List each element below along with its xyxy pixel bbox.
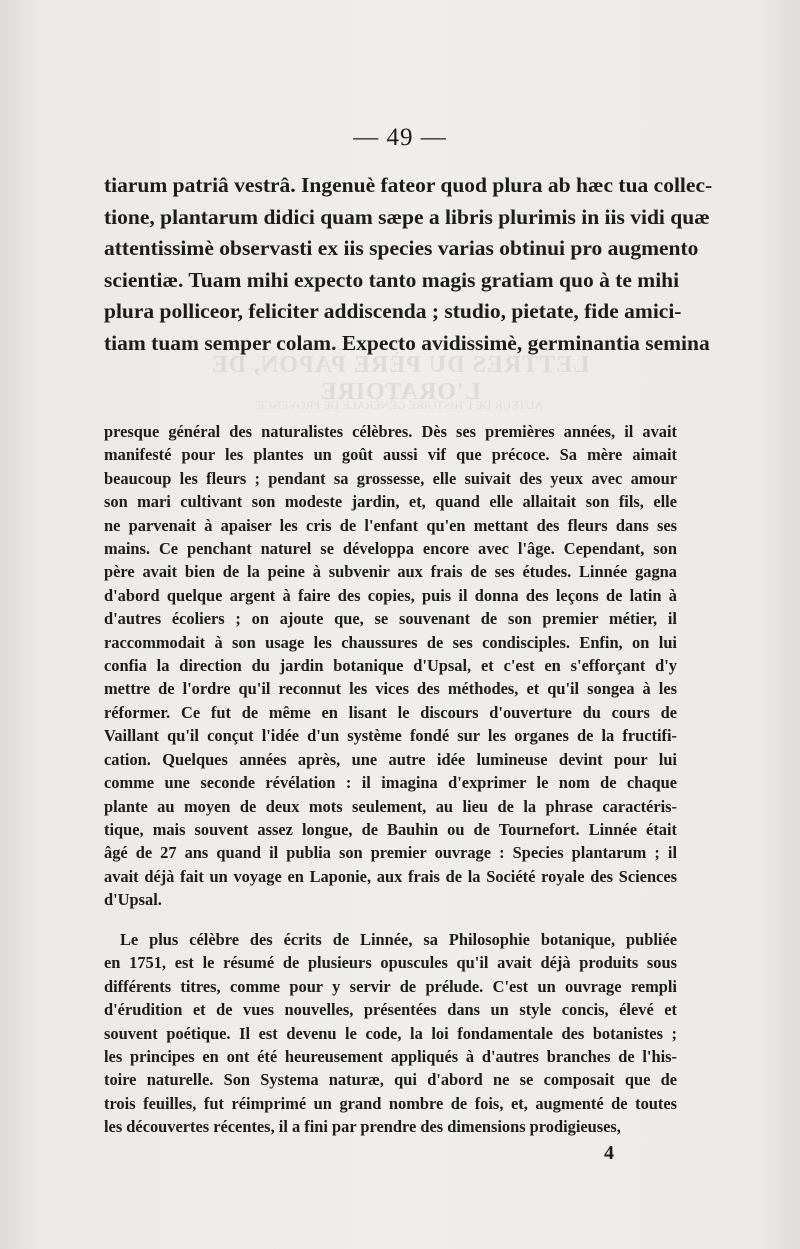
latin-text-line: scientiæ. Tuam mihi expecto tanto magis gratiam quo à te mihi — [104, 267, 680, 292]
latin-letter-excerpt — [104, 170, 713, 359]
latin-text-line: tione, plantarum didici quam sæpe a libris plurimis in iis vidi quæ — [104, 204, 710, 229]
paragraph2-text-line: d'érudition et de vues nouvelles, présentées dans un style concis, élevé et — [104, 1000, 677, 1020]
page-number: — 49 — — [353, 124, 447, 151]
paragraph1-text-line: mettre de l'ordre qu'il reconnut les vices des méthodes, et qu'il songea à les — [104, 679, 677, 699]
paragraph1-text-line: avait déjà fait un voyage en Laponie, aux frais de la Société royale des Sciences — [104, 866, 677, 886]
paragraph1-text-line: son mari cultivant son modeste jardin, et, quand elle allaitait son fils, elle — [104, 492, 677, 512]
paragraph1-text-line: confia la direction du jardin botanique d'Upsal, et c'est en s'efforçant d'y — [104, 656, 677, 676]
paragraph-linnaeus-youth — [104, 420, 677, 912]
paragraph1-text-line: raccommodait à son usage les chaussures de ses condisciples. Enfin, on lui — [104, 632, 677, 652]
paragraph1-text-line: manifesté pour les plantes un goût aussi vif que précoce. Sa mère aimait — [104, 445, 677, 465]
paragraph1-text-line: âgé de 27 ans quand il publia son premier ouvrage : Species plantarum ; il — [104, 843, 677, 863]
paragraph1-text-line: comme une seconde révélation : il imagina d'exprimer le nom de chaque — [104, 773, 677, 793]
paragraph1-text-line: d'Upsal. — [104, 890, 162, 910]
paragraph2-text-line: souvent poétique. Il est devenu le code, la loi fondamentale des botanistes ; — [104, 1023, 677, 1043]
paragraph1-text-line: mains. Ce penchant naturel se développa encore avec l'âge. Cependant, son — [104, 539, 677, 559]
paragraph1-text-line: beaucoup les fleurs ; pendant sa grossesse, elle suivait des yeux avec amour — [104, 468, 677, 488]
bleed-through-title: LETTRES DU PÈRE PAPON, DE L'ORATOIRE — [210, 352, 590, 405]
paragraph-philosophie-botanique — [104, 928, 677, 1139]
paragraph1-text-line: père avait bien de la peine à subvenir aux frais de ses études. Linnée gagna — [104, 562, 677, 582]
paragraph1-text-line: ne parvenait à apaiser les cris de l'enfant qu'en mettant des fleurs dans ses — [104, 515, 677, 535]
paragraph2-text-line: Le plus célèbre des écrits de Linnée, sa Philosophie botanique, publiée — [120, 930, 677, 949]
paragraph1-text-line: tique, mais souvent assez longue, de Bauhin ou de Tournefort. Linnée était — [104, 819, 677, 839]
paragraph1-text-line: d'autres écoliers ; on ajoute que, se souvenant de son premier métier, il — [104, 609, 677, 629]
paragraph2-text-line: différents titres, comme pour y servir de prélude. C'est un ouvrage rempli — [104, 976, 677, 996]
paragraph2-text-line: trois feuilles, fut réimprimé un grand nombre de fois, et, augmenté de toutes — [104, 1093, 677, 1113]
latin-text-line: tiam tuam semper colam. Expecto avidissimè, germinantia semina — [104, 330, 710, 355]
paragraph2-text-line: toire naturelle. Son Systema naturæ, qui d'abord ne se composait que de — [104, 1070, 677, 1090]
paragraph1-text-line: réformer. Ce fut de même en lisant le discours d'ouverture du cours de — [104, 702, 677, 722]
paragraph1-text-line: d'abord quelque argent à faire des copies, puis il donna des leçons de latin à — [104, 585, 677, 605]
latin-text-line: attentissimè observasti ex iis species varias obtinui pro augmento — [104, 236, 699, 260]
latin-text-line: tiarum patriâ vestrâ. Ingenuè fateor quod plura ab hæc tua collec- — [104, 173, 713, 197]
latin-text-line: plura polliceor, feliciter addiscenda ; studio, pietate, fide amici- — [104, 299, 682, 323]
paragraph2-text-line: les principes en ont été heureusement appliqués à d'autres branches de l'his- — [104, 1047, 677, 1067]
paragraph1-text-line: cation. Quelques années après, une autre idée lumineuse devint pour lui — [104, 749, 677, 769]
paragraph2-text-line: les découvertes récentes, il a fini par prendre des dimensions prodigieuses, — [104, 1117, 621, 1137]
paragraph1-text-line: Vaillant qu'il conçut l'idée d'un système fondé sur les organes de la fructifi- — [104, 726, 677, 746]
signature-mark: 4 — [604, 1142, 614, 1164]
bleed-through-subtitle: AUTEUR DE L'HISTOIRE GÉNÉRALE DE PROVENCE — [256, 398, 544, 412]
paragraph1-text-line: presque général des naturalistes célèbres. Dès ses premières années, il avait — [104, 422, 677, 441]
paragraph2-text-line: en 1751, est le résumé de plusieurs opuscules qu'il avait déjà produits sous — [104, 953, 677, 973]
paragraph1-text-line: plante au moyen de deux mots seulement, au lieu de la phrase caractéris- — [104, 796, 677, 816]
